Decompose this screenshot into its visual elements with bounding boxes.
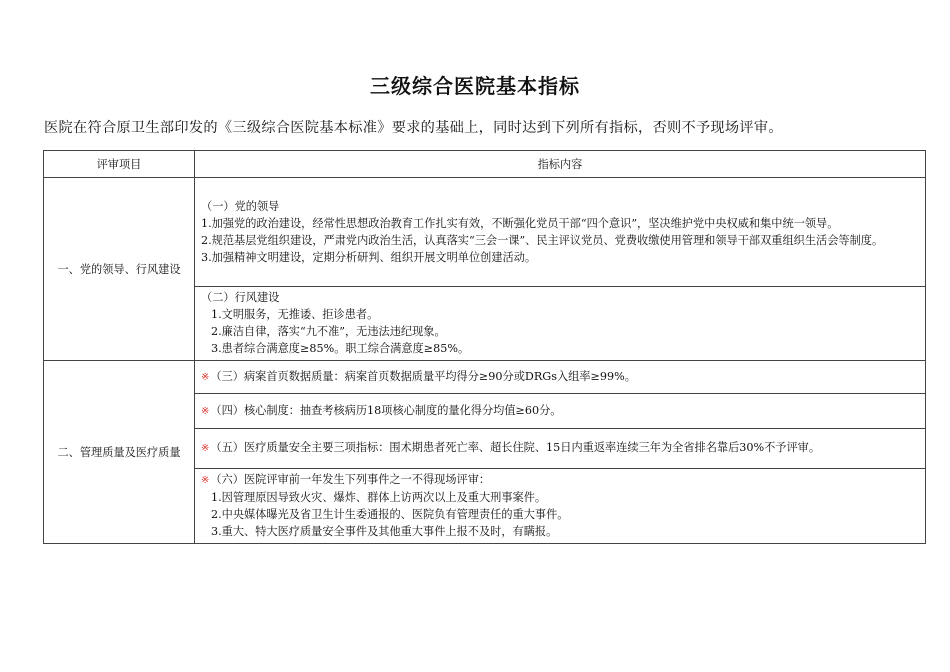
cell-conduct-building [195, 287, 926, 361]
list-item: 2.中央媒体曝光及省卫生计生委通报的、医院负有管理责任的重大事件。 [211, 508, 569, 521]
block-heading: （六）医院评审前一年发生下列事件之一不得现场评审： [210, 473, 491, 486]
list-item: 3.加强精神文明建设，定期分析研判、组织开展文明单位创建活动。 [201, 250, 537, 264]
asterisk-mark-icon: ※ [201, 475, 210, 486]
list-item: 3.患者综合满意度≥85%。职工综合满意度≥85%。 [211, 342, 470, 355]
table-row [44, 178, 926, 287]
block-heading: （二）行风建设 [201, 291, 280, 304]
list-item: 1.加强党的政治建设，经常性思想政治教育工作扎实有效，不断强化党员干部“四个意识”，坚决维护党中央权威和集中统一领导。 [201, 216, 839, 230]
list-item: 2.廉洁自律，落实“九不准”，无违法违纪现象。 [211, 325, 446, 338]
asterisk-mark-icon: ※ [201, 371, 210, 383]
cell-party-leadership [195, 178, 926, 287]
category-party-leadership: 一、党的领导、行风建设 [44, 178, 195, 361]
header-review-item: 评审项目 [44, 151, 195, 178]
header-indicator-content: 指标内容 [195, 151, 926, 178]
cell-medical-record-quality [195, 361, 926, 394]
cell-disqualifying-events [195, 469, 926, 544]
list-item: 1.文明服务，无推诿、拒诊患者。 [211, 308, 379, 321]
intro-paragraph: 医院在符合原卫生部印发的《三级综合医院基本标准》要求的基础上，同时达到下列所有指标，否则不予现场评审。 [44, 120, 783, 136]
row-text: （四）核心制度：抽查考核病历18项核心制度的量化得分均值≥60分。 [210, 403, 562, 417]
table-row [44, 361, 926, 394]
list-item: 2.规范基层党组织建设，严肃党内政治生活，认真落实“三会一课”、民主评议党员、党费收缴使用管理和领导干部双重组织生活会等制度。 [201, 233, 884, 247]
list-item: 1.因管理原因导致火灾、爆炸、群体上访两次以上及重大刑事案件。 [211, 491, 547, 504]
block-heading: （一）党的领导 [201, 199, 280, 213]
category-management-quality: 二、管理质量及医疗质量 [44, 361, 195, 544]
cell-safety-indicators [195, 429, 926, 469]
cell-core-systems [195, 394, 926, 429]
table-header-row [44, 151, 926, 178]
asterisk-mark-icon: ※ [201, 443, 210, 454]
document-title: 三级综合医院基本指标 [370, 74, 580, 98]
indicator-table [43, 150, 926, 544]
row-text: （五）医疗质量安全主要三项指标：围术期患者死亡率、超长住院、15日内重返率连续三年为全省排名靠后30%不予评审。 [210, 441, 821, 454]
row-text: （三）病案首页数据质量：病案首页数据质量平均得分≥90分或DRGs入组率≥99%。 [210, 369, 636, 383]
list-item: 3.重大、特大医疗质量安全事件及其他重大事件上报不及时，有瞒报。 [211, 525, 558, 538]
asterisk-mark-icon: ※ [201, 405, 210, 417]
